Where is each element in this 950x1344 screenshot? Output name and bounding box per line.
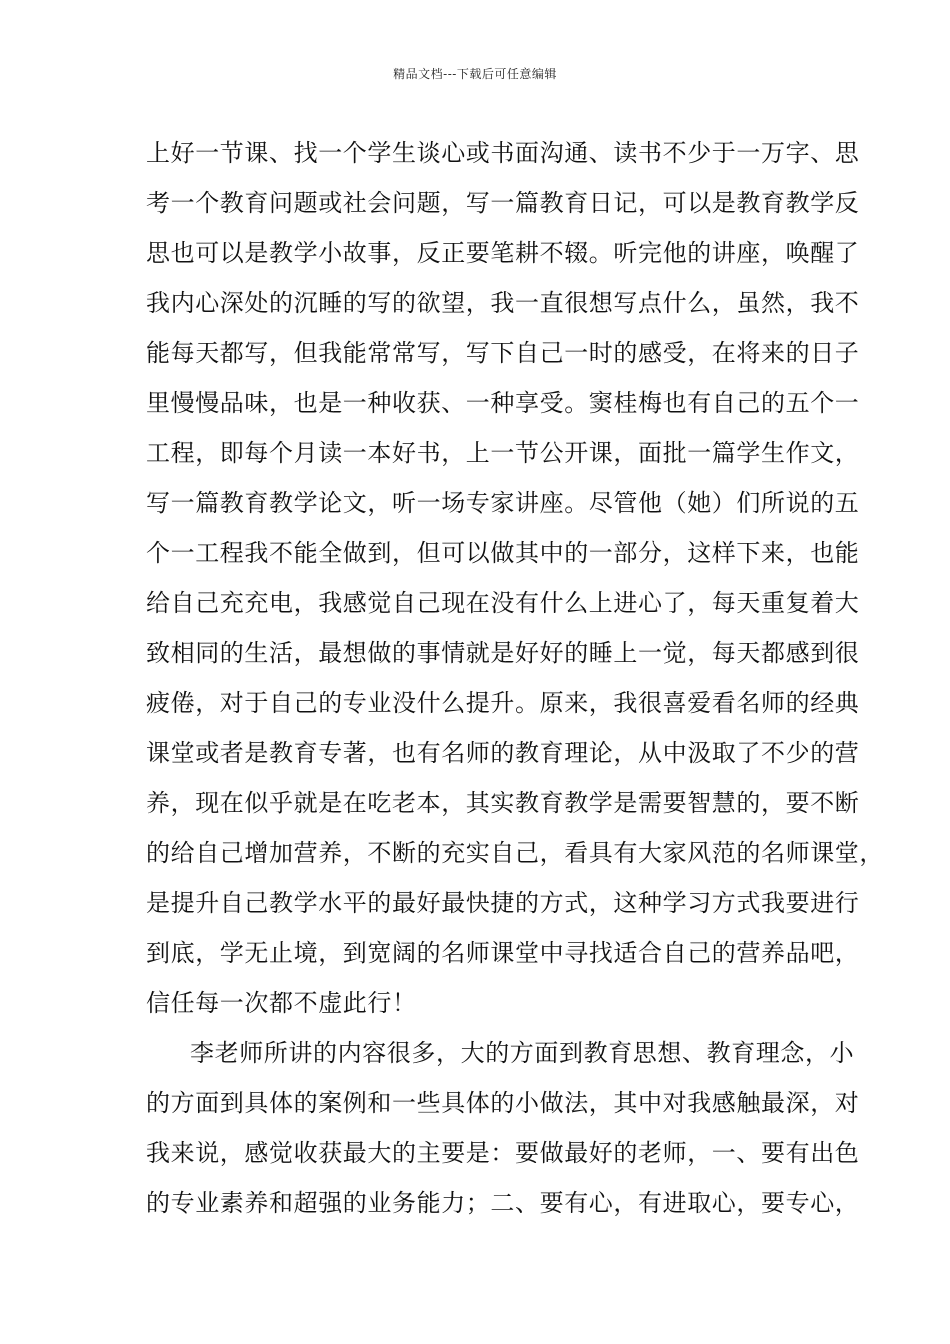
- text-line: 个一工程我不能全做到，但可以做其中的一部分，这样下来，也能: [146, 539, 860, 567]
- text-line: 我内心深处的沉睡的写的欲望，我一直很想写点什么，虽然，我不: [146, 289, 860, 317]
- text-line: 课堂或者是教育专著，也有名师的教育理论，从中汲取了不少的营: [146, 739, 860, 767]
- text-line: 上好一节课、找一个学生谈心或书面沟通、读书不少于一万字、思: [146, 139, 860, 167]
- text-line: 写一篇教育教学论文，听一场专家讲座。尽管他（她）们所说的五: [146, 489, 860, 517]
- text-line: 考一个教育问题或社会问题，写一篇教育日记，可以是教育教学反: [146, 189, 860, 217]
- paragraph: [146, 128, 884, 1028]
- text-line: 我来说，感觉收获最大的主要是：要做最好的老师，一、要有出色: [146, 1139, 860, 1167]
- text-line: 李老师所讲的内容很多，大的方面到教育思想、教育理念，小: [190, 1039, 855, 1067]
- text-line: 思也可以是教学小故事，反正要笔耕不辍。听完他的讲座，唤醒了: [146, 239, 860, 267]
- page-header: 精品文档---下载后可任意编辑: [393, 67, 557, 81]
- paragraph: [146, 1028, 860, 1228]
- text-line: 疲倦，对于自己的专业没什么提升。原来，我很喜爱看名师的经典: [146, 689, 860, 717]
- text-line: 的方面到具体的案例和一些具体的小做法，其中对我感触最深，对: [146, 1089, 860, 1117]
- text-line: 给自己充充电，我感觉自己现在没有什么上进心了，每天重复着大: [146, 589, 860, 617]
- text-line: 能每天都写，但我能常常写，写下自己一时的感受，在将来的日子: [146, 339, 860, 367]
- text-line: 里慢慢品味，也是一种收获、一种享受。窦桂梅也有自己的五个一: [146, 389, 860, 417]
- text-line: 的给自己增加营养，不断的充实自己，看具有大家风范的名师课堂，: [146, 839, 884, 867]
- text-line: 的专业素养和超强的业务能力；二、要有心，有进取心，要专心，: [146, 1189, 860, 1217]
- body-text: [146, 128, 884, 1228]
- text-line: 信任每一次都不虚此行！: [146, 989, 417, 1017]
- text-line: 养，现在似乎就是在吃老本，其实教育教学是需要智慧的，要不断: [146, 789, 860, 817]
- text-line: 工程，即每个月读一本好书，上一节公开课，面批一篇学生作文，: [146, 439, 860, 467]
- text-line: 致相同的生活，最想做的事情就是好好的睡上一觉，每天都感到很: [146, 639, 860, 667]
- text-line: 到底，学无止境，到宽阔的名师课堂中寻找适合自己的营养品吧，: [146, 939, 860, 967]
- text-line: 是提升自己教学水平的最好最快捷的方式，这种学习方式我要进行: [146, 889, 860, 917]
